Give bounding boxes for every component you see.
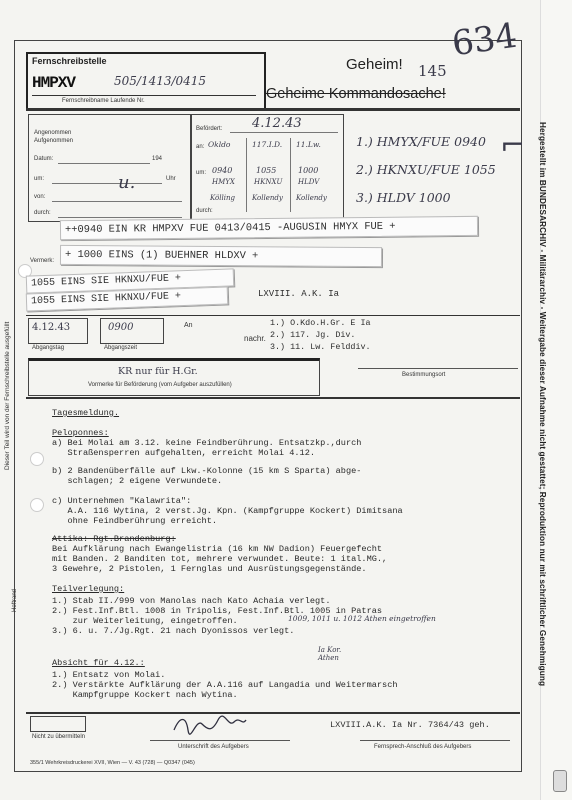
forwarded-divider	[290, 138, 291, 212]
margin-correction: 1009, 1011 u. 1012 Athen eingetroffen	[288, 614, 436, 623]
recipient-line: 3.) 11. Lw. Felddiv.	[270, 342, 371, 352]
recipient-line: 2.) 117. Jg. Div.	[270, 330, 356, 340]
uhr-label: Uhr	[166, 176, 176, 182]
recipient-line: 1.) O.Kdo.H.Gr. E Ia	[270, 318, 371, 328]
phone-label: Fernsprech-Anschluß des Aufgebers	[374, 744, 472, 750]
bestimmungsort-line	[358, 368, 518, 369]
message-line: 1.) Stab II./999 von Manolas nach Kato Achaia verlegt.	[52, 596, 331, 606]
um-label: um:	[34, 176, 45, 182]
forwarded-person: Kollendy	[296, 194, 327, 202]
message-heading: Tagesmeldung.	[52, 408, 120, 418]
befoerdert-line	[230, 132, 338, 133]
forwarded-entry: Okldo	[208, 140, 231, 149]
routing-line: 1.) HMYX/FUE 0940	[356, 134, 486, 149]
dispatch-date-label: Abgangstag	[32, 345, 65, 351]
recipient-nachr-label: nachr.	[244, 334, 266, 343]
forwarding-note-label: Vormerke für Beförderung (vom Aufgeber auszufüllen)	[88, 382, 232, 388]
message-line: Straßensperren aufgehalten, erreicht Molai 4.12.	[52, 448, 316, 458]
angenommen-label: Angenommen	[34, 130, 72, 136]
header-thick-rule	[26, 108, 520, 111]
archive-number: 634	[449, 15, 520, 65]
phone-line	[360, 740, 510, 741]
vermerk-label: Vermerk:	[30, 258, 55, 264]
message-line: 2.) Verstärkte Aufklärung der A.A.116 auf Langadia und Weitermarsch	[52, 680, 398, 690]
von-label: von:	[34, 194, 46, 200]
year-label: 194	[152, 156, 163, 162]
recipient-an-label: An	[184, 322, 193, 329]
forwarded-divider	[246, 138, 247, 212]
routing-line: 2.) HKNXU/FUE 1055	[356, 162, 496, 177]
message-line: Attika: Rgt.Brandenburg:	[52, 534, 176, 544]
message-line: zur Weiterleitung, eingetroffen.	[52, 616, 238, 626]
forwarded-person: Kölling	[210, 194, 235, 202]
signature-line	[150, 740, 290, 741]
routing-line: 3.) HLDV 1000	[356, 190, 451, 205]
von-line	[52, 201, 182, 202]
datum-label: Datum:	[34, 156, 54, 162]
aufgenommen-label: Aufgenommen	[34, 138, 74, 144]
dispatch-top-rule	[26, 315, 520, 316]
forwarded-time: 0940	[212, 166, 233, 175]
strip-text: 1055 EINS SIE HKNXU/FUE +	[30, 291, 182, 308]
dispatch-time: 0900	[108, 322, 134, 333]
forwarded-person: Kollendy	[252, 194, 283, 202]
secret-command-label: Geheime Kommandosache!	[266, 86, 446, 102]
forwarded-time: 1055	[256, 166, 277, 175]
strip-text: + 1000 EINS (1) BUEHNER HLDXV +	[64, 248, 259, 263]
durch-label: durch:	[34, 210, 51, 216]
printer-imprint: 355/1 Wehrkreisdruckerei XVII, Wien — V. 43 (728) — Q0347 (045)	[30, 760, 195, 766]
message-line: b) 2 Bandenüberfälle auf Lkw.-Kolonne (15 km S Sparta) abge-	[52, 466, 362, 476]
signature	[170, 710, 250, 738]
serial-handwritten: 505/1413/0415	[114, 74, 207, 88]
footer-top-rule	[26, 712, 520, 714]
form-title: Fernschreibstelle	[32, 56, 107, 66]
strip-text: ++0940 EIN KR HMPXV FUE 0413/0415 -AUGUSIN HMYX FUE +	[64, 220, 396, 237]
message-line: 1.) Entsatz von Molai.	[52, 670, 166, 680]
forwarding-note-box	[28, 358, 320, 396]
message-line: Kampfgruppe Kockert nach Wytina.	[52, 690, 238, 700]
forwarded-callsign: HLDV	[298, 178, 320, 186]
reference-number: LXVIII.A.K. Ia Nr. 7364/43 geh.	[330, 720, 490, 730]
call-sign-stamp: HMPXV	[32, 74, 76, 92]
heftrand-label: Heftrand	[12, 588, 18, 612]
message-line: A.A. 116 Wytina, 2 verst.Jg. Kpn. (Kampfgruppe Kockert) Dimitsana	[52, 506, 403, 516]
serial-label: Fernschreibname Laufende Nr.	[62, 98, 145, 104]
not-to-transmit-label: Nicht zu übermitteln	[32, 734, 86, 740]
durch-line	[58, 217, 182, 218]
message-line: Teilverlegung:	[52, 584, 125, 594]
archive-subnumber: 145	[418, 62, 447, 80]
routing-mark: ⌐	[500, 128, 526, 163]
corner-mark	[553, 770, 567, 792]
message-line: c) Unternehmen "Kalawrita":	[52, 496, 192, 506]
forwarded-time: 1000	[298, 166, 319, 175]
forwarded-an-label: an:	[196, 144, 205, 150]
bestimmungsort-label: Bestimmungsort	[402, 372, 446, 378]
punch-hole	[30, 452, 44, 466]
forwarding-note: KR nur für H.Gr.	[118, 366, 198, 377]
dispatch-date: 4.12.43	[32, 322, 71, 333]
forwarded-durch-label: durch:	[196, 208, 213, 214]
dispatch-time-label: Abgangszeit	[104, 345, 138, 351]
forwarded-callsign: HMYX	[212, 178, 235, 186]
message-line: mit Banden. 2 Banditen tot, mehrere verwundet. Beute: 1 ital.MG.,	[52, 554, 388, 564]
archive-stamp-text: Hergestellt im BUNDESARCHIV - Militärarchiv - Weitergabe dieser Aufnahme nicht gestattet; Reproduktion nur mit schriftlicher Genehmigung	[538, 122, 547, 687]
message-line: schlagen; 2 eigene Verwundete.	[52, 476, 223, 486]
forwarded-entry: 11.Lw.	[296, 140, 321, 149]
left-margin-text: Dieser Teil wird von der Fernschreibstelle ausgefüllt	[4, 321, 11, 470]
message-line: a) Bei Molai am 3.12. keine Feindberührung. Entsatzkp.,durch	[52, 438, 362, 448]
message-line: Peloponnes:	[52, 428, 109, 438]
not-to-transmit-box	[30, 716, 86, 732]
datum-line	[58, 163, 150, 164]
forwarded-um-label: um:	[196, 170, 207, 176]
um-line	[52, 183, 162, 184]
punch-hole	[30, 498, 44, 512]
message-line: 3.) 6. u. 7./Jg.Rgt. 21 nach Dyonissos verlegt.	[52, 626, 295, 636]
initials-annotation: Ia Kor. Athen	[318, 646, 342, 662]
sender-unit: LXVIII. A.K. Ia	[258, 289, 340, 299]
message-line: 3 Gewehre, 2 Pistolen, 1 Fernglas und Ausrüstungsgegenstände.	[52, 564, 367, 574]
message-line: Absicht für 4.12.:	[52, 658, 145, 668]
befoerdert-label: Befördert:	[196, 126, 223, 132]
message-line: Bei Aufklärung nach Ewangelistria (16 km NW Dadion) Feuergefecht	[52, 544, 383, 554]
message-line: ohne Feindberührung erreicht.	[52, 516, 218, 526]
signature-label: Unterschrift des Aufgebers	[178, 744, 249, 750]
serial-underline	[32, 95, 256, 96]
forwarded-entry: 117.I.D.	[252, 140, 283, 149]
forwarded-date: 4.12.43	[252, 116, 302, 131]
strip-text: 1055 EINS SIE HKNXU/FUE +	[30, 273, 182, 290]
message-top-rule	[26, 397, 520, 399]
message-line: 2.) Fest.Inf.Btl. 1008 in Tripolis, Fest.Inf.Btl. 1005 in Patras	[52, 606, 383, 616]
forwarded-callsign: HKNXU	[254, 178, 283, 186]
secret-label: Geheim!	[346, 56, 403, 73]
received-initial: u.	[118, 172, 136, 193]
telex-strip	[60, 245, 382, 267]
